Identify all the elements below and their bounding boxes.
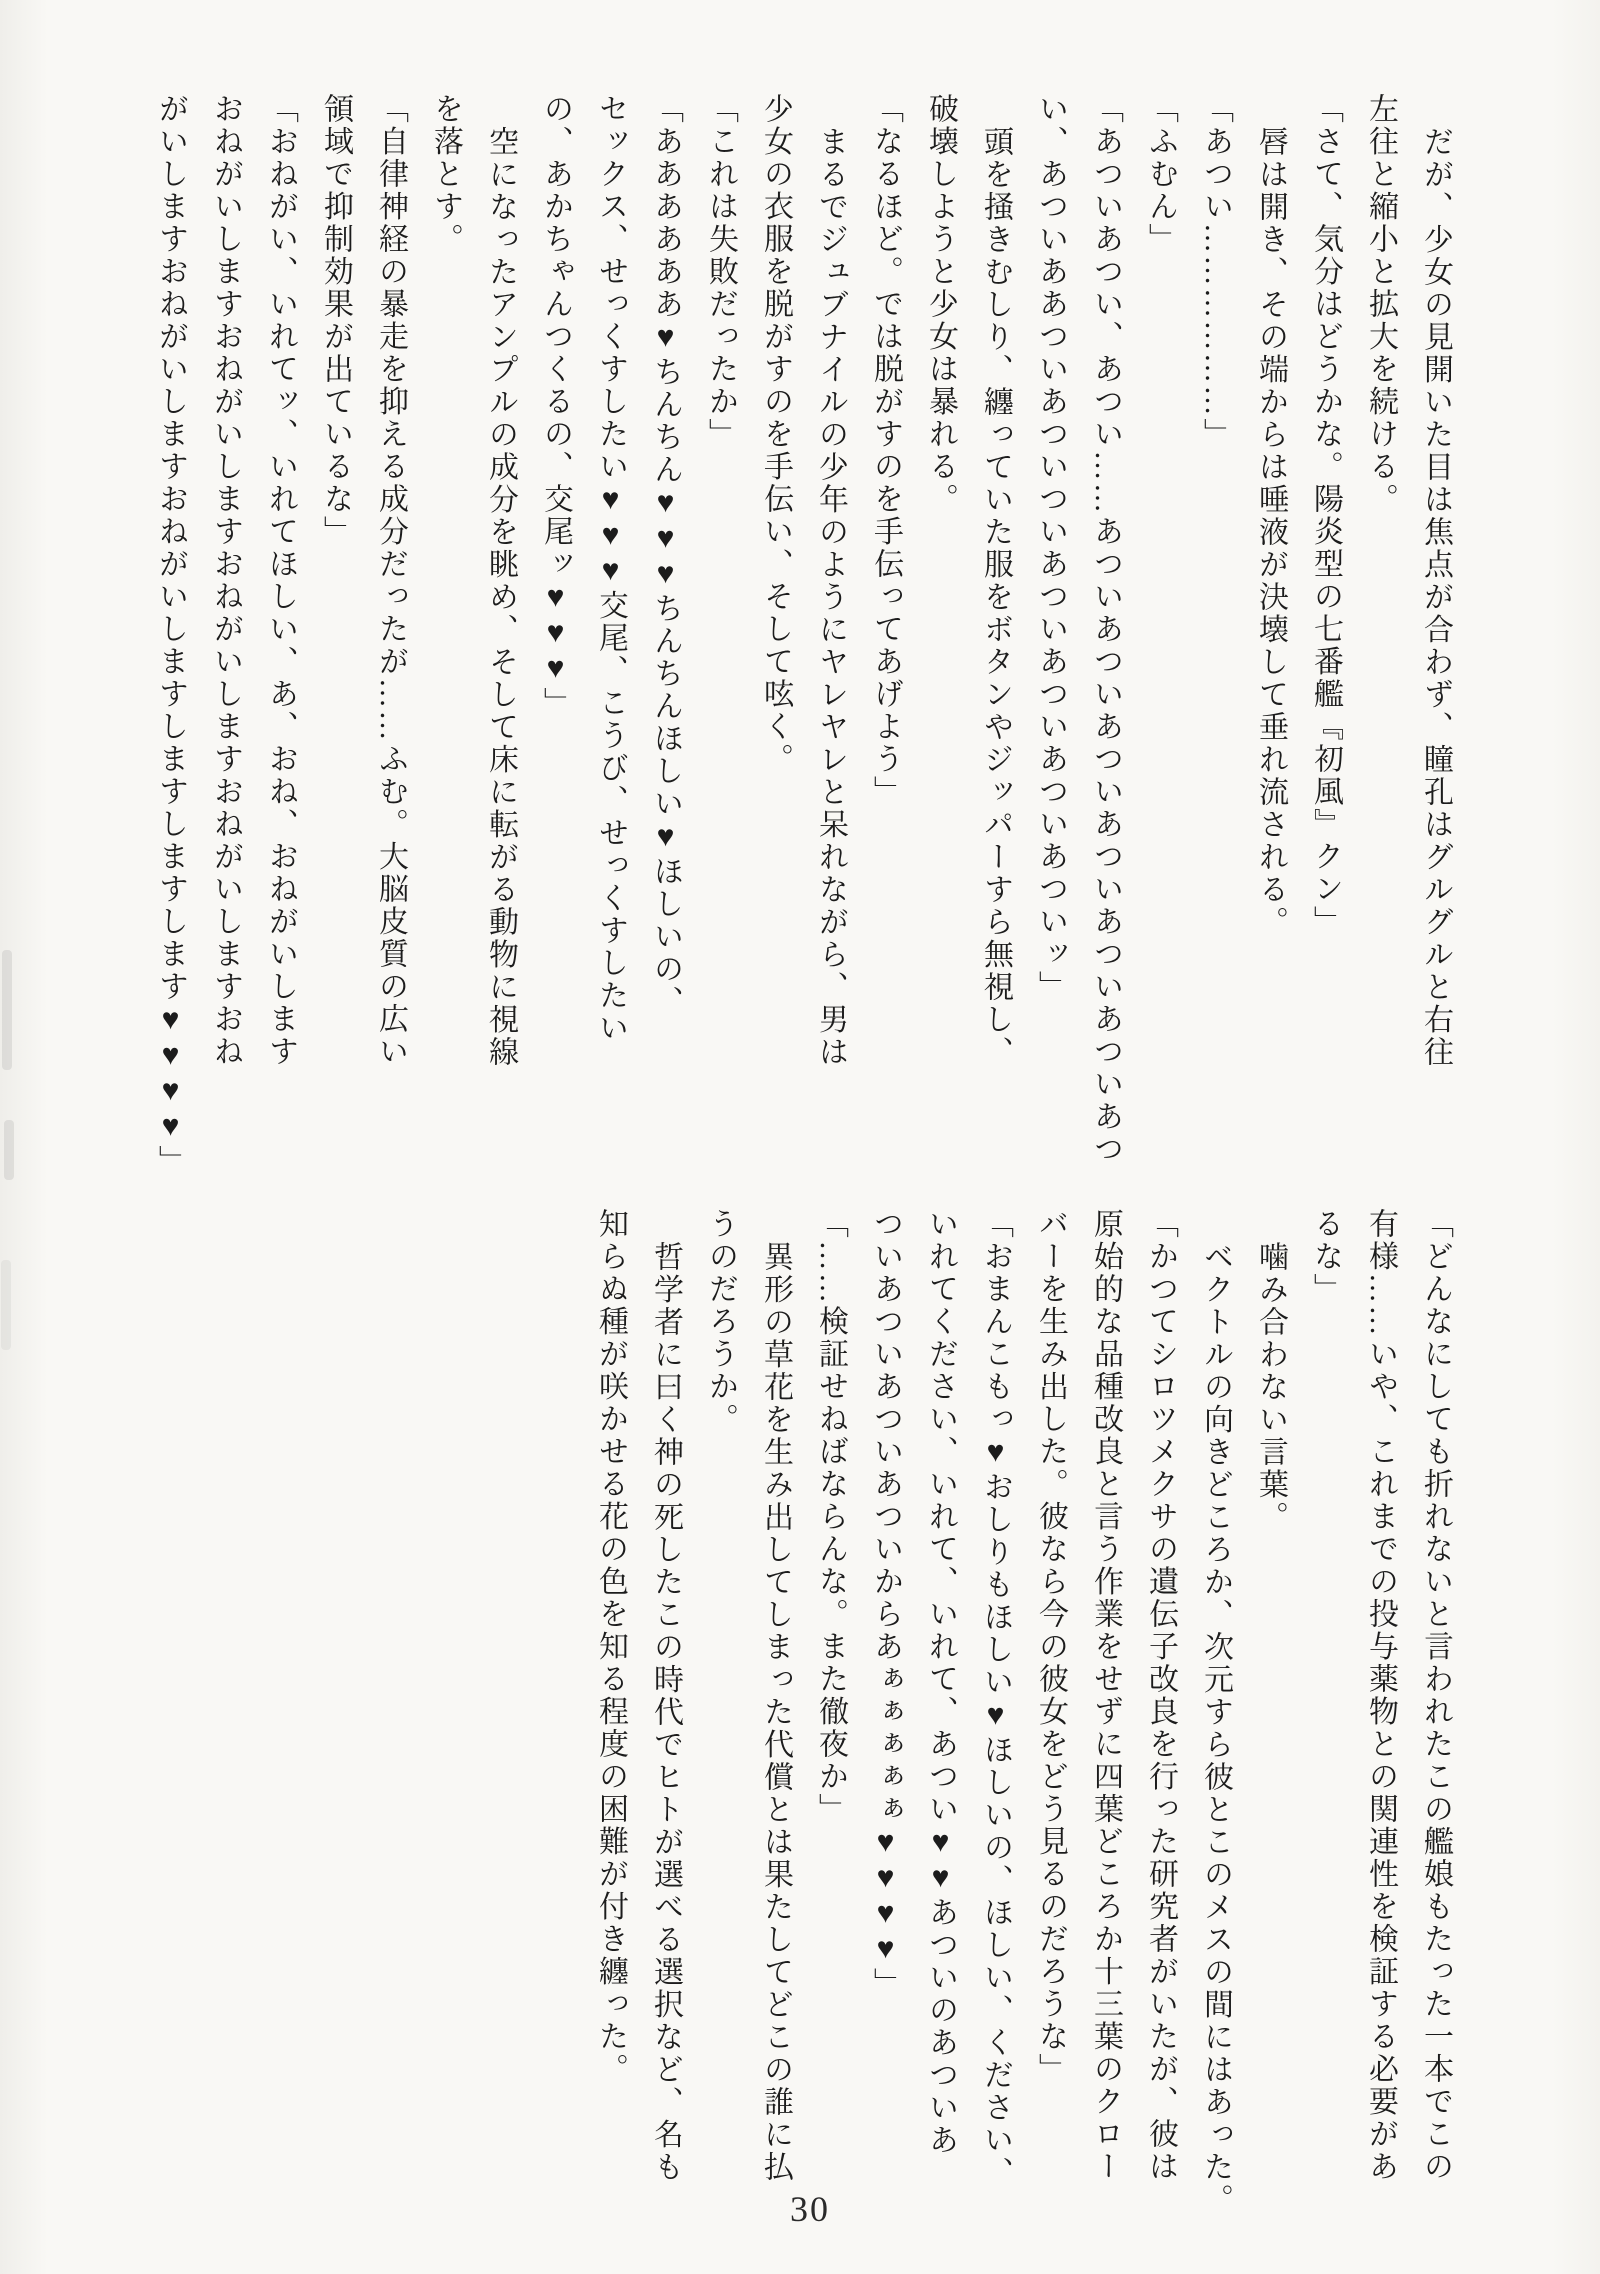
text-line: セックス、せっくすしたい♥♥♥交尾、こうび、せっくすしたい	[594, 93, 627, 1045]
text-line: 左往と縮小と拡大を続ける。	[1364, 93, 1397, 516]
top-text-block	[155, 93, 1450, 1193]
text-line: 「おねがい、いれてッ、いれてほしい、あ、おね、おねがいします	[264, 93, 297, 1068]
text-line: まるでジュブナイルの少年のようにヤレヤレと呆れながら、男は	[814, 126, 847, 1069]
text-line: だが、少女の見開いた目は焦点が合わず、瞳孔はグルグルと右往	[1419, 126, 1452, 1069]
text-line: ベクトルの向きどころか、次元すら彼とこのメスの間にはあった。	[1199, 1241, 1232, 2216]
page-number: 30	[790, 2189, 830, 2229]
scan-artifact	[1, 1260, 11, 1350]
text-line: 有様……いや、これまでの投与薬物との関連性を検証する必要があ	[1364, 1208, 1397, 2183]
text-line: 「ああああああ♥ちんちん♥♥♥ちんちんほしい♥ほしいの、	[649, 93, 682, 1018]
text-line: の、あかちゃんつくるの、交尾ッ♥♥♥」	[539, 93, 572, 720]
text-line: 唇は開き、その端からは唾液が決壊して垂れ流される。	[1254, 126, 1287, 939]
text-line: 「……検証せねばならんな。また徹夜か」	[814, 1208, 847, 1826]
text-line: 領域で抑制効果が出ているな」	[319, 93, 352, 548]
text-line: 「なるほど。では脱がすのを手伝ってあげよう」	[869, 93, 902, 808]
text-line: 破壊しようと少女は暴れる。	[924, 93, 957, 516]
text-line: 噛み合わない言葉。	[1254, 1241, 1287, 1534]
text-line: おねがいしますおねがいしますおねがいしますおねがいしますおね	[209, 93, 242, 1068]
text-line: を落とす。	[429, 93, 462, 256]
text-line: 頭を掻きむしり、纏っていた服をボタンやジッパーすら無視し、	[979, 126, 1012, 1069]
text-line: 「あつい………………」	[1199, 93, 1232, 451]
text-line: 「おまんこもっ♥おしりもほしい♥ほしいの、ほしい、ください、	[979, 1208, 1012, 2189]
text-line: 少女の衣服を脱がすのを手伝い、そして呟く。	[759, 93, 792, 776]
text-line: 「かつてシロツメクサの遺伝子改良を行った研究者がいたが、彼は	[1144, 1208, 1177, 2183]
scan-artifact	[2, 950, 12, 1070]
text-line: 「どんなにしても折れないと言われたこの艦娘もたった一本でこの	[1419, 1208, 1452, 2183]
text-line: 哲学者に曰く神の死したこの時代でヒトが選べる選択など、名も	[649, 1241, 682, 2184]
text-line: い、あついああついあついついあついあついあついあついッ」	[1034, 93, 1067, 1003]
text-line: 「さて、気分はどうかな。陽炎型の七番艦『初風』クン」	[1309, 93, 1342, 938]
text-line: るな」	[1309, 1208, 1342, 1306]
text-line: うのだろうか。	[704, 1208, 737, 1436]
text-line: バーを生み出した。彼なら今の彼女をどう見るのだろうな」	[1034, 1208, 1067, 2086]
text-line: ついあついあついあついからあぁぁぁぁぁ♥♥♥♥」	[869, 1208, 902, 2000]
text-line: 空になったアンプルの成分を眺め、そして床に転がる動物に視線	[484, 126, 517, 1069]
text-line: 異形の草花を生み出してしまった代償とは果たしてどこの誰に払	[759, 1241, 792, 2184]
text-line: 知らぬ種が咲かせる花の色を知る程度の困難が付き纏った。	[594, 1208, 627, 2086]
text-line: 「あついあつい、あつい……あついあついあついあついあついあついあつ	[1089, 93, 1122, 1166]
text-line: がいしますおねがいしますおねがいしますしますしますします♥♥♥♥」	[154, 93, 187, 1178]
text-line: 「ふむん」	[1144, 93, 1177, 256]
text-line: 「これは失敗だったか」	[704, 93, 737, 451]
text-line: 原始的な品種改良と言う作業をせずに四葉どころか十三葉のクロー	[1089, 1208, 1122, 2183]
scan-artifact	[4, 1120, 14, 1180]
text-line: 「自律神経の暴走を抑える成分だったが……ふむ。大脳皮質の広い	[374, 93, 407, 1068]
text-line: いれてください、いれて、いれて、あつい♥♥あついのあついあ	[924, 1208, 957, 2157]
